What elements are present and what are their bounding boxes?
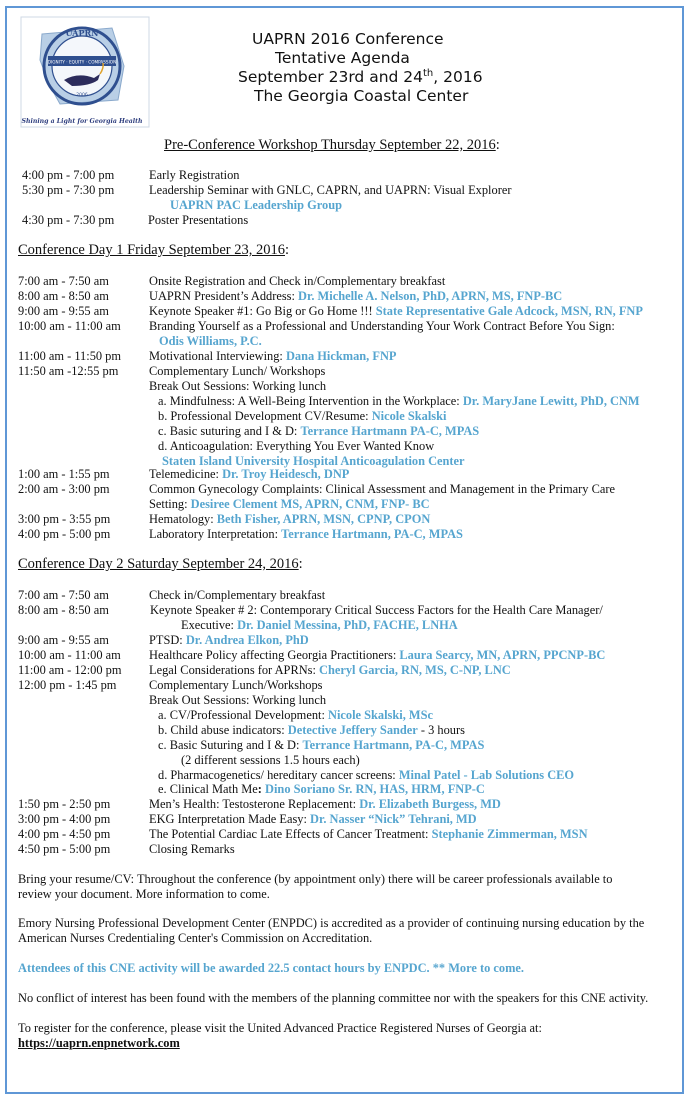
breakout-label: Break Out Sessions: Working lunch bbox=[149, 379, 327, 393]
speaker-name: Terrance Hartmann, PA-C, MPAS bbox=[302, 738, 485, 752]
row-time: 4:30 pm - 7:30 pm bbox=[22, 213, 115, 227]
day1-heading-text: Conference Day 1 Friday September 23, 2016 bbox=[18, 242, 285, 258]
breakout-text: e. Clinical Math Me bbox=[158, 782, 258, 796]
row-time: 7:00 am - 7:50 am bbox=[18, 588, 109, 602]
day1-heading bbox=[18, 242, 289, 259]
row-desc-text: Legal Considerations for APRNs: bbox=[149, 663, 320, 677]
row-time: 12:00 pm - 1:45 pm bbox=[18, 678, 117, 692]
row-time: 7:00 am - 7:50 am bbox=[18, 274, 109, 288]
row-time: 11:00 am - 12:00 pm bbox=[18, 663, 122, 677]
speaker-name: Stephanie Zimmerman, MSN bbox=[431, 827, 588, 841]
speaker-name: Dana Hickman, FNP bbox=[285, 349, 397, 363]
speaker-name: Detective Jeffery Sander bbox=[287, 723, 418, 737]
row-desc-text: Motivational Interviewing: bbox=[149, 349, 286, 363]
row-desc-text: Men’s Health: Testosterone Replacement: bbox=[149, 797, 360, 811]
speaker-name: Dr. MaryJane Lewitt, PhD, CNM bbox=[462, 394, 640, 408]
breakout-item bbox=[158, 424, 479, 439]
registration-link[interactable]: https://uaprn.enpnetwork.com bbox=[18, 1036, 180, 1050]
row-desc: Common Gynecology Complaints: Clinical Assessment and Management in the Primary Care bbox=[149, 482, 615, 496]
breakout-label: Break Out Sessions: Working lunch bbox=[149, 693, 327, 707]
uaprn-logo bbox=[20, 16, 150, 128]
row-time: 1:00 am - 1:55 pm bbox=[18, 467, 110, 481]
speaker-name: Dino Soriano Sr. RN, HAS, HRM, FNP-C bbox=[265, 782, 485, 796]
row-time: 1:50 pm - 2:50 pm bbox=[18, 797, 111, 811]
speaker-name: Dr. Troy Heidesch, DNP bbox=[222, 467, 350, 481]
row-desc: Early Registration bbox=[149, 168, 240, 182]
row-desc-text: EKG Interpretation Made Easy: bbox=[149, 812, 311, 826]
row-time: 9:00 am - 9:55 am bbox=[18, 304, 109, 318]
speaker-name: Beth Fisher, APRN, MSN, CPNP, CPON bbox=[216, 512, 431, 526]
breakout-item bbox=[158, 768, 574, 783]
accreditation-note bbox=[18, 916, 678, 946]
breakout-item bbox=[158, 394, 640, 409]
row-desc: Check in/Complementary breakfast bbox=[149, 588, 326, 602]
row-desc-text: UAPRN President’s Address: bbox=[149, 289, 299, 303]
breakout-text: b. Child abuse indicators: bbox=[158, 723, 288, 737]
breakout-item bbox=[158, 738, 484, 753]
row-desc bbox=[149, 633, 309, 648]
row-desc: Complementary Lunch/ Workshops bbox=[149, 364, 326, 378]
row-time: 4:00 pm - 4:50 pm bbox=[18, 827, 111, 841]
conference-title-block bbox=[160, 30, 540, 106]
title-date-a: September 23rd and 24 bbox=[238, 68, 424, 86]
row-time: 8:00 am - 8:50 am bbox=[18, 289, 109, 303]
row-desc: Closing Remarks bbox=[149, 842, 235, 856]
speaker-name: Odis Williams, P.C. bbox=[159, 334, 262, 348]
resume-note-line-1: Bring your resume/CV: Throughout the conference (by appointment only) there will be career professionals available to bbox=[18, 872, 613, 886]
row-desc-text: Laboratory Interpretation: bbox=[149, 527, 282, 541]
speaker-name: Dr. Elizabeth Burgess, MD bbox=[359, 797, 501, 811]
row-desc bbox=[149, 512, 430, 527]
logo-year: 2006 bbox=[76, 93, 88, 98]
breakout-item: d. Anticoagulation: Everything You Ever Wanted Know bbox=[158, 439, 435, 453]
speaker-name: Nicole Skalski, MSc bbox=[328, 708, 433, 722]
row-time: 4:00 pm - 7:00 pm bbox=[22, 168, 115, 182]
speaker-name: Dr. Michelle A. Nelson, PhD, APRN, MS, FNP-BC bbox=[298, 289, 563, 303]
speaker-name: Minal Patel - Lab Solutions CEO bbox=[398, 768, 575, 782]
row-time: 2:00 am - 3:00 pm bbox=[18, 482, 110, 496]
row-desc bbox=[149, 663, 511, 678]
speaker-name: UAPRN PAC Leadership Group bbox=[170, 198, 342, 212]
title-date-sup: th bbox=[423, 67, 434, 79]
row-desc: Onsite Registration and Check in/Complementary breakfast bbox=[149, 274, 446, 288]
row-desc-continued bbox=[181, 618, 458, 633]
breakout-item bbox=[158, 782, 485, 797]
row-desc-text: Setting: bbox=[149, 497, 191, 511]
row-desc: Leadership Seminar with GNLC, CAPRN, and UAPRN: Visual Explorer bbox=[149, 183, 512, 197]
breakout-item bbox=[158, 723, 465, 738]
row-desc bbox=[149, 304, 643, 319]
row-desc bbox=[149, 467, 349, 482]
row-time: 8:00 am - 8:50 am bbox=[18, 603, 109, 617]
speaker-name: Terrance Hartmann, PA-C, MPAS bbox=[281, 527, 463, 541]
breakout-note: (2 different sessions 1.5 hours each) bbox=[181, 753, 360, 767]
conflict-note: No conflict of interest has been found with the members of the planning committee nor with the speakers for this CNE activity. bbox=[18, 991, 649, 1005]
row-desc: Complementary Lunch/Workshops bbox=[149, 678, 323, 692]
logo-top-text: UAPRN bbox=[65, 28, 99, 38]
row-desc-text: Telemedicine: bbox=[149, 467, 223, 481]
pre-conference-heading bbox=[164, 137, 500, 154]
speaker-name: Laura Searcy, MN, APRN, PPCNP-BC bbox=[399, 648, 606, 662]
heading-colon: : bbox=[495, 137, 500, 153]
register-note bbox=[18, 1021, 678, 1051]
logo-ribbon-text: DIGNITY · EQUITY · COMPASSION bbox=[47, 59, 117, 65]
row-time: 4:00 pm - 5:00 pm bbox=[18, 527, 111, 541]
row-desc-continued bbox=[149, 497, 430, 512]
breakout-text: b. Professional Development CV/Resume: bbox=[158, 409, 372, 423]
row-desc: Branding Yourself as a Professional and Understanding Your Work Contract Before You Sign: bbox=[149, 319, 615, 333]
speaker-name: Dr. Andrea Elkon, PhD bbox=[185, 633, 309, 647]
row-time: 10:00 am - 11:00 am bbox=[18, 319, 121, 333]
cne-hours-note: Attendees of this CNE activity will be awarded 22.5 contact hours by ENPDC. ** More to come. bbox=[18, 961, 525, 975]
title-line-4: The Georgia Coastal Center bbox=[254, 87, 469, 105]
speaker-name: Dr. Nasser “Nick” Tehrani, MD bbox=[310, 812, 477, 826]
breakout-duration: - 3 hours bbox=[417, 723, 465, 737]
row-time: 4:50 pm - 5:00 pm bbox=[18, 842, 111, 856]
register-text: To register for the conference, please visit the United Advanced Practice Registered Nurses of Georgia at: bbox=[18, 1021, 542, 1035]
breakout-item bbox=[158, 409, 446, 424]
breakout-text: a. CV/Professional Development: bbox=[158, 708, 328, 722]
resume-note-line-2: review your document. More information to come. bbox=[18, 887, 270, 901]
heading-colon: : bbox=[284, 242, 289, 258]
row-desc bbox=[149, 527, 463, 542]
title-date-b: , 2016 bbox=[433, 68, 483, 86]
row-desc-text: PTSD: bbox=[149, 633, 186, 647]
row-time: 3:00 pm - 3:55 pm bbox=[18, 512, 111, 526]
speaker-name: State Representative Gale Adcock, MSN, RN, FNP bbox=[375, 304, 643, 318]
speaker-name: Cheryl Garcia, RN, MS, C-NP, LNC bbox=[319, 663, 511, 677]
row-time: 3:00 pm - 4:00 pm bbox=[18, 812, 111, 826]
breakout-item bbox=[158, 708, 433, 723]
speaker-name: Nicole Skalski bbox=[371, 409, 447, 423]
row-time: 10:00 am - 11:00 am bbox=[18, 648, 121, 662]
breakout-text: d. Pharmacogenetics/ hereditary cancer screens: bbox=[158, 768, 399, 782]
speaker-name: Dr. Daniel Messina, PhD, FACHE, LNHA bbox=[237, 618, 458, 632]
breakout-text: a. Mindfulness: A Well-Being Intervention in the Workplace: bbox=[158, 394, 463, 408]
row-desc bbox=[149, 797, 501, 812]
title-line-1: UAPRN 2016 Conference bbox=[252, 30, 444, 48]
row-desc-text: Healthcare Policy affecting Georgia Practitioners: bbox=[149, 648, 400, 662]
logo-tagline: Shining a Light for Georgia Health bbox=[21, 118, 143, 125]
row-desc bbox=[149, 648, 605, 663]
row-desc-text: Keynote Speaker #1: Go Big or Go Home !!! bbox=[149, 304, 376, 318]
row-desc bbox=[149, 349, 396, 364]
day2-heading bbox=[18, 556, 303, 573]
speaker-name: Desiree Clement MS, APRN, CNM, FNP- BC bbox=[190, 497, 430, 511]
row-desc-text: The Potential Cardiac Late Effects of Cancer Treatment: bbox=[149, 827, 432, 841]
row-desc: Keynote Speaker # 2: Contemporary Critical Success Factors for the Health Care Manager/ bbox=[150, 603, 603, 617]
row-desc bbox=[149, 289, 562, 304]
title-line-2: Tentative Agenda bbox=[275, 49, 410, 67]
row-desc-text: Hematology: bbox=[149, 512, 217, 526]
heading-colon: : bbox=[298, 556, 303, 572]
row-time: 11:50 am -12:55 pm bbox=[18, 364, 119, 378]
title-line-3 bbox=[160, 68, 540, 87]
row-desc bbox=[149, 812, 477, 827]
resume-note bbox=[18, 872, 678, 902]
pre-conference-heading-text: Pre-Conference Workshop Thursday September 22, 2016 bbox=[164, 137, 496, 153]
breakout-text: c. Basic suturing and I & D: bbox=[158, 424, 301, 438]
accreditation-line-2: American Nurses Credentialing Center's Commission on Accreditation. bbox=[18, 931, 373, 945]
row-desc: Poster Presentations bbox=[148, 213, 249, 227]
breakout-colon: : bbox=[257, 782, 266, 796]
row-time: 11:00 am - 11:50 pm bbox=[18, 349, 122, 363]
day2-heading-text: Conference Day 2 Saturday September 24, 2016 bbox=[18, 556, 299, 572]
row-time: 9:00 am - 9:55 am bbox=[18, 633, 109, 647]
row-time: 5:30 pm - 7:30 pm bbox=[22, 183, 115, 197]
row-desc bbox=[149, 827, 588, 842]
breakout-text: c. Basic Suturing and I & D: bbox=[158, 738, 303, 752]
accreditation-line-1: Emory Nursing Professional Development Center (ENPDC) is accredited as a provider of continuing nursing education by the bbox=[18, 916, 645, 930]
speaker-name: Terrance Hartmann PA-C, MPAS bbox=[300, 424, 480, 438]
row-desc-text: Executive: bbox=[181, 618, 238, 632]
speaker-name: Staten Island University Hospital Anticoagulation Center bbox=[162, 454, 465, 468]
logo-emblem bbox=[20, 16, 150, 128]
